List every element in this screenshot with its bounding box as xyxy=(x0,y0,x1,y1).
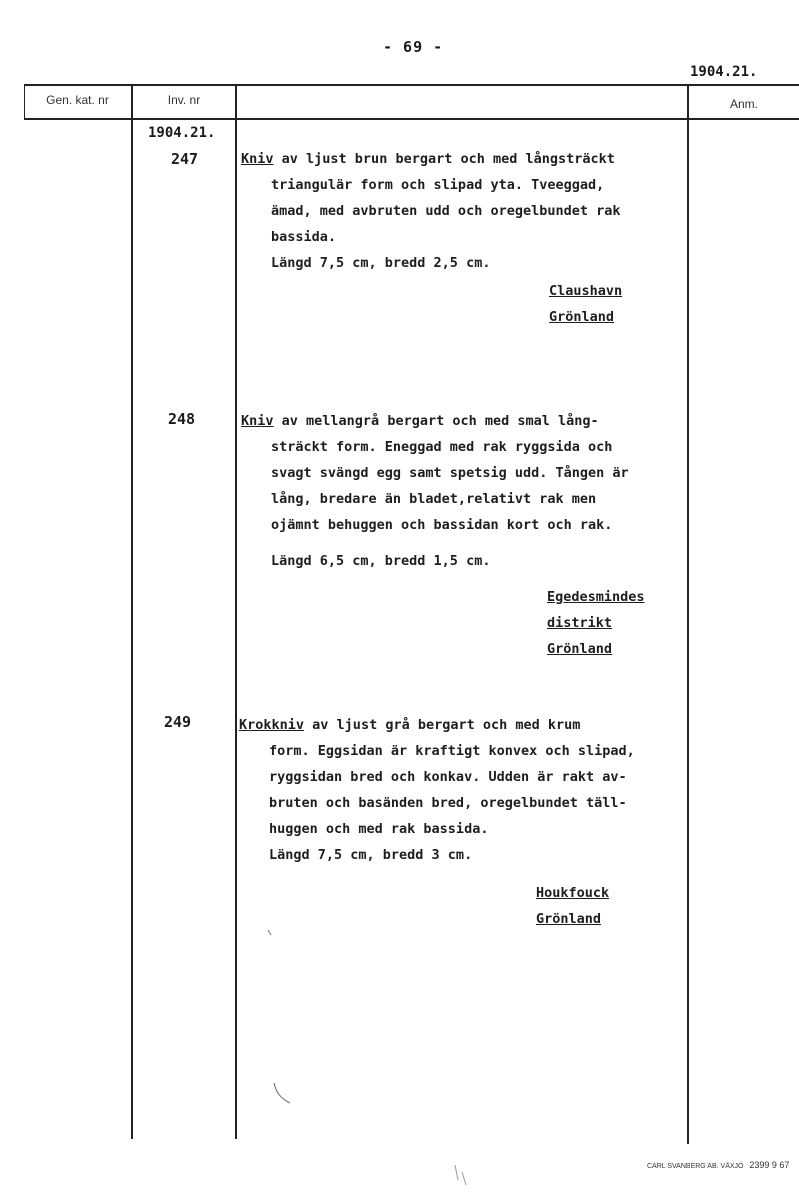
column-divider-gen-inv xyxy=(131,84,133,1139)
locality-line: Grönland xyxy=(549,309,615,325)
inventory-number: 248 xyxy=(168,410,196,428)
measurements: Längd 6,5 cm, bredd 1,5 cm. xyxy=(271,553,491,569)
locality-line: Grönland xyxy=(547,641,613,657)
entry-description xyxy=(241,146,621,276)
form-code: 2399 9 67 xyxy=(749,1160,790,1170)
description-line: lång, bredare än bladet,relativt rak men xyxy=(271,491,597,507)
locality xyxy=(549,278,622,330)
description-line: av mellangrå bergart och med smal lång- xyxy=(281,413,599,429)
locality xyxy=(536,880,609,932)
column-header-inv: Inv. nr xyxy=(167,93,201,107)
description-line: form. Eggsidan är kraftigt konvex och slipad, xyxy=(269,743,635,759)
printer-imprint xyxy=(647,1160,789,1170)
locality-line: Egedesmindes xyxy=(547,589,645,605)
page-number: - 69 - xyxy=(383,38,444,56)
inventory-number: 247 xyxy=(171,150,199,168)
object-term: Kniv xyxy=(241,413,274,429)
table-top-rule xyxy=(24,84,799,86)
measurements: Längd 7,5 cm, bredd 2,5 cm. xyxy=(271,255,491,271)
column-divider-text-anm xyxy=(687,84,689,1144)
description-line: av ljust grå bergart och med krum xyxy=(312,717,581,733)
entry-description xyxy=(241,408,629,538)
locality-line: Houkfouck xyxy=(536,885,610,901)
description-line: triangulär form och slipad yta. Tveeggad, xyxy=(271,177,605,193)
description-line: av ljust brun bergart och med långsträckt xyxy=(281,151,615,167)
entry-description xyxy=(239,712,635,868)
table-header-rule xyxy=(24,118,799,120)
column-divider-inv-text xyxy=(235,84,237,1139)
description-line: huggen och med rak bassida. xyxy=(269,821,489,837)
description-line: bassida. xyxy=(271,229,337,245)
locality-line: Claushavn xyxy=(549,283,623,299)
description-line: ämad, med avbruten udd och oregelbundet rak xyxy=(271,203,621,219)
printer-name: CARL SVANBERG AB. VÄXJÖ xyxy=(647,1163,744,1170)
description-line: sträckt form. Eneggad med rak ryggsida och xyxy=(271,439,613,455)
description-line: svagt svängd egg samt spetsig udd. Tången är xyxy=(271,465,629,481)
column-header-anm: Anm. xyxy=(729,97,758,111)
entry-collection-code: 1904.21. xyxy=(148,125,216,141)
inventory-number: 249 xyxy=(164,713,192,731)
object-term: Kniv xyxy=(241,151,274,167)
locality xyxy=(547,584,645,662)
description-line: ojämnt behuggen och bassidan kort och rak. xyxy=(271,517,613,533)
collection-code: 1904.21. xyxy=(690,64,758,80)
column-header-gen-kat: Gen. kat. nr xyxy=(46,93,109,107)
locality-line: Grönland xyxy=(536,911,602,927)
description-line: ryggsidan bred och konkav. Udden är rakt av- xyxy=(269,769,627,785)
locality-line: distrikt xyxy=(547,615,613,631)
object-term: Krokkniv xyxy=(239,717,305,733)
description-line: bruten och basänden bred, oregelbundet täll- xyxy=(269,795,627,811)
measurements: Längd 7,5 cm, bredd 3 cm. xyxy=(269,847,473,863)
